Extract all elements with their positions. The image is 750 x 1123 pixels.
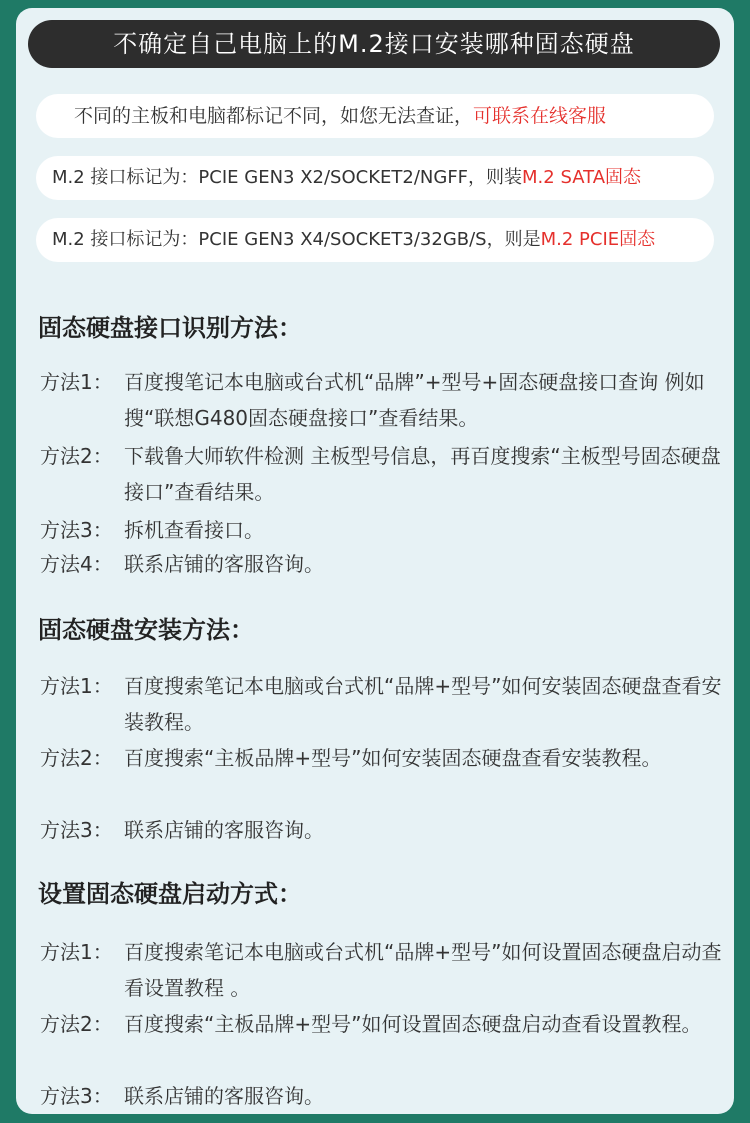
notice-text: M.2 接口标记为：PCIE GEN3 X4/SOCKET3/32GB/S，则是 — [52, 229, 541, 250]
section-heading-boot: 设置固态硬盘启动方式： — [38, 880, 302, 908]
method-item — [40, 668, 724, 740]
section-heading-install: 固态硬盘安装方法： — [38, 616, 254, 644]
method-label: 方法3： — [40, 1084, 113, 1108]
method-text: 百度搜笔记本电脑或台式机“品牌”+型号+固态硬盘接口查询 例如搜“联想G480固态硬盘接口”查看结果。 — [124, 370, 705, 430]
notice-highlight: 可联系在线客服 — [473, 105, 607, 127]
notice-sata — [36, 156, 714, 200]
method-item — [40, 740, 724, 776]
method-text: 百度搜索“主板品牌+型号”如何设置固态硬盘启动查看设置教程。 — [124, 1012, 702, 1036]
method-text: 百度搜索笔记本电脑或台式机“品牌+型号”如何安装固态硬盘查看安装教程。 — [124, 674, 722, 734]
method-item — [40, 1078, 724, 1114]
method-text: 下载鲁大师软件检测 主板型号信息，再百度搜索“主板型号固态硬盘接口”查看结果。 — [124, 444, 721, 504]
title-banner: 不确定自己电脑上的M.2接口安装哪种固态硬盘 — [28, 20, 720, 68]
method-text: 拆机查看接口。 — [124, 518, 264, 542]
method-text: 联系店铺的客服咨询。 — [124, 552, 324, 576]
method-label: 方法1： — [40, 674, 113, 698]
method-label: 方法2： — [40, 746, 113, 770]
notice-text: M.2 接口标记为：PCIE GEN3 X2/SOCKET2/NGFF，则装 — [52, 167, 523, 188]
method-label: 方法3： — [40, 818, 113, 842]
method-item — [40, 546, 724, 582]
method-label: 方法1： — [40, 940, 113, 964]
method-label: 方法3： — [40, 518, 113, 542]
method-label: 方法2： — [40, 444, 113, 468]
method-item — [40, 364, 724, 436]
method-text: 百度搜索笔记本电脑或台式机“品牌+型号”如何设置固态硬盘启动查看设置教程 。 — [124, 940, 722, 1000]
notice-highlight: M.2 SATA固态 — [522, 167, 642, 188]
method-item — [40, 512, 724, 548]
method-label: 方法4： — [40, 552, 113, 576]
notice-contact — [36, 94, 714, 138]
method-item — [40, 934, 724, 1006]
method-item — [40, 1006, 724, 1042]
notice-highlight: M.2 PCIE固态 — [540, 229, 656, 250]
method-label: 方法2： — [40, 1012, 113, 1036]
method-item — [40, 812, 724, 848]
notice-text: 不同的主板和电脑都标记不同，如您无法查证， — [74, 105, 474, 127]
method-item — [40, 438, 724, 510]
method-label: 方法1： — [40, 370, 113, 394]
section-heading-identify: 固态硬盘接口识别方法： — [38, 314, 302, 342]
method-text: 联系店铺的客服咨询。 — [124, 818, 324, 842]
method-text: 百度搜索“主板品牌+型号”如何安装固态硬盘查看安装教程。 — [124, 746, 662, 770]
notice-pcie — [36, 218, 714, 262]
method-text: 联系店铺的客服咨询。 — [124, 1084, 324, 1108]
info-card — [16, 8, 734, 1114]
